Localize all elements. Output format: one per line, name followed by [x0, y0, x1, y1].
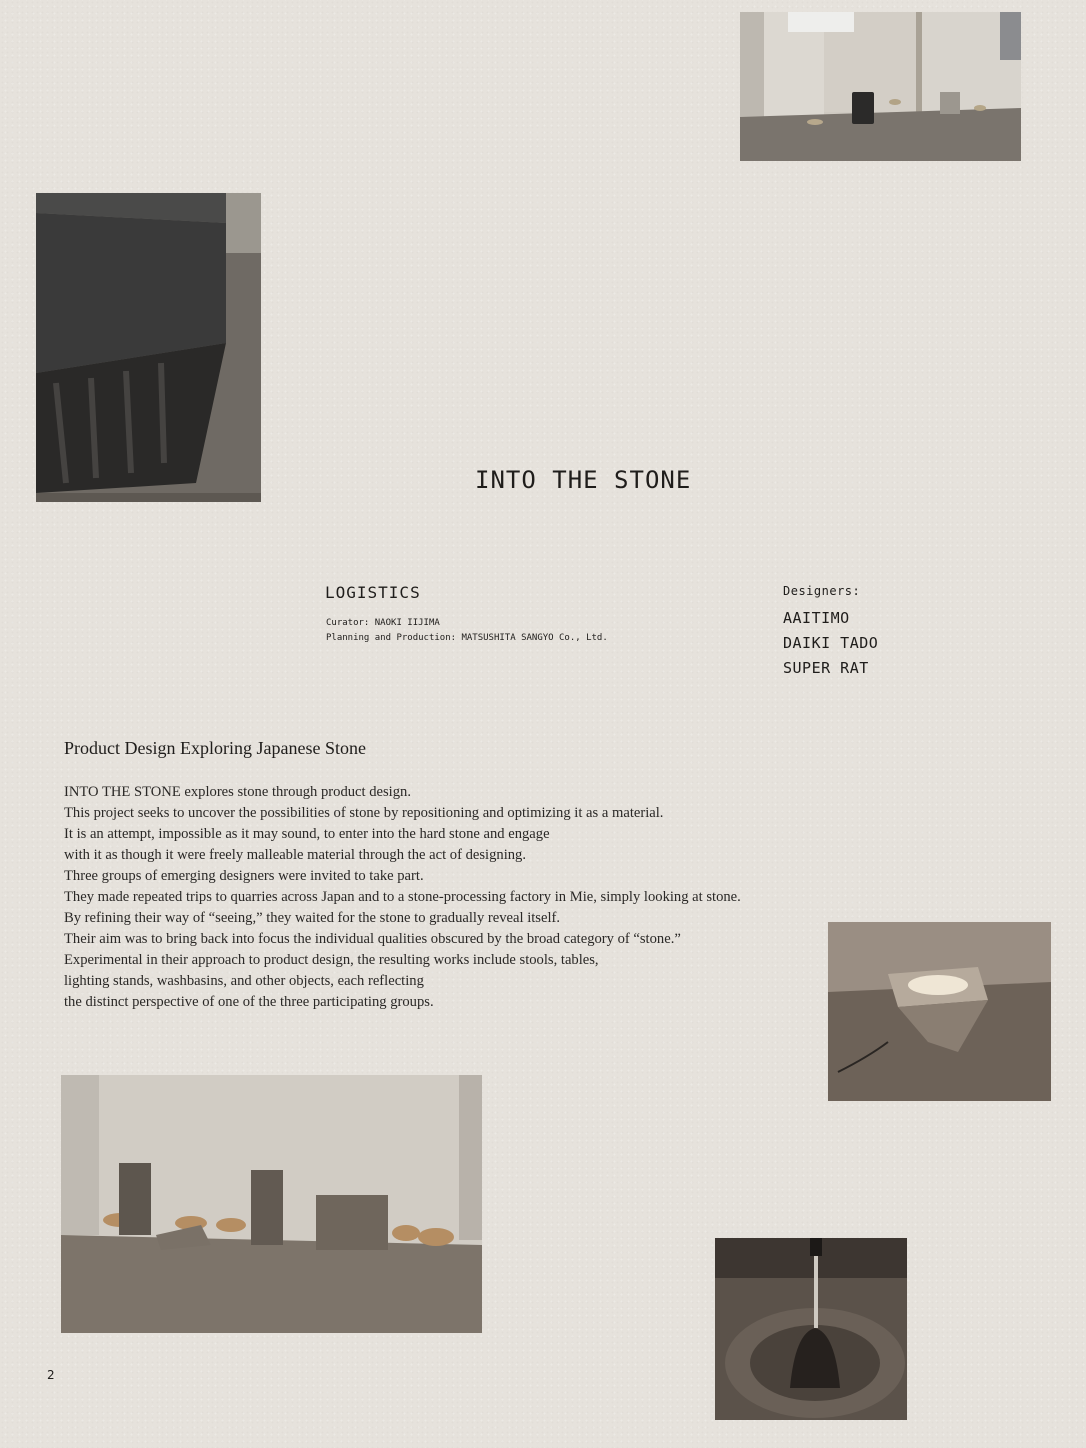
section-heading: Product Design Exploring Japanese Stone: [64, 738, 366, 758]
designer-name: DAIKI TADO: [783, 634, 879, 652]
designers-label: Designers:: [783, 584, 861, 598]
photo-stone-basin: [715, 1238, 907, 1420]
body-line: Their aim was to bring back into focus the individual qualities obscured by the broad category of “stone.”: [64, 931, 681, 947]
photo-stone-lamp: [828, 922, 1051, 1101]
designer-name: AAITIMO: [783, 609, 850, 627]
body-paragraph: [64, 782, 741, 1013]
logistics-heading: LOGISTICS: [325, 583, 421, 602]
body-line: It is an attempt, impossible as it may sound, to enter into the hard stone and engage: [64, 826, 550, 842]
body-line: This project seeks to uncover the possibilities of stone by repositioning and optimizing it as a material.: [64, 805, 664, 821]
body-line: By refining their way of “seeing,” they waited for the stone to gradually reveal itself.: [64, 910, 561, 926]
body-line: They made repeated trips to quarries across Japan and to a stone-processing factory in Mie, simply looking at stone.: [64, 889, 741, 905]
photo-granite-bench: [36, 193, 261, 502]
planning-credit: Planning and Production: MATSUSHITA SANGYO Co., Ltd.: [326, 633, 608, 643]
curator-credit: Curator: NAOKI IIJIMA: [326, 618, 440, 628]
document-title: INTO THE STONE: [475, 466, 692, 494]
designers-list: [783, 606, 878, 681]
body-line: lighting stands, washbasins, and other objects, each reflecting: [64, 973, 424, 989]
body-line: with it as though it were freely malleable material through the act of designing.: [64, 847, 526, 863]
body-line: the distinct perspective of one of the three participating groups.: [64, 994, 434, 1010]
designer-name: SUPER RAT: [783, 659, 869, 677]
body-line: Three groups of emerging designers were invited to take part.: [64, 868, 424, 884]
body-line: INTO THE STONE explores stone through product design.: [64, 784, 411, 800]
photo-gallery-room: [740, 12, 1021, 161]
body-line: Experimental in their approach to product design, the resulting works include stools, tables,: [64, 952, 599, 968]
photo-stone-objects: [61, 1075, 482, 1333]
page-number: 2: [47, 1368, 55, 1382]
